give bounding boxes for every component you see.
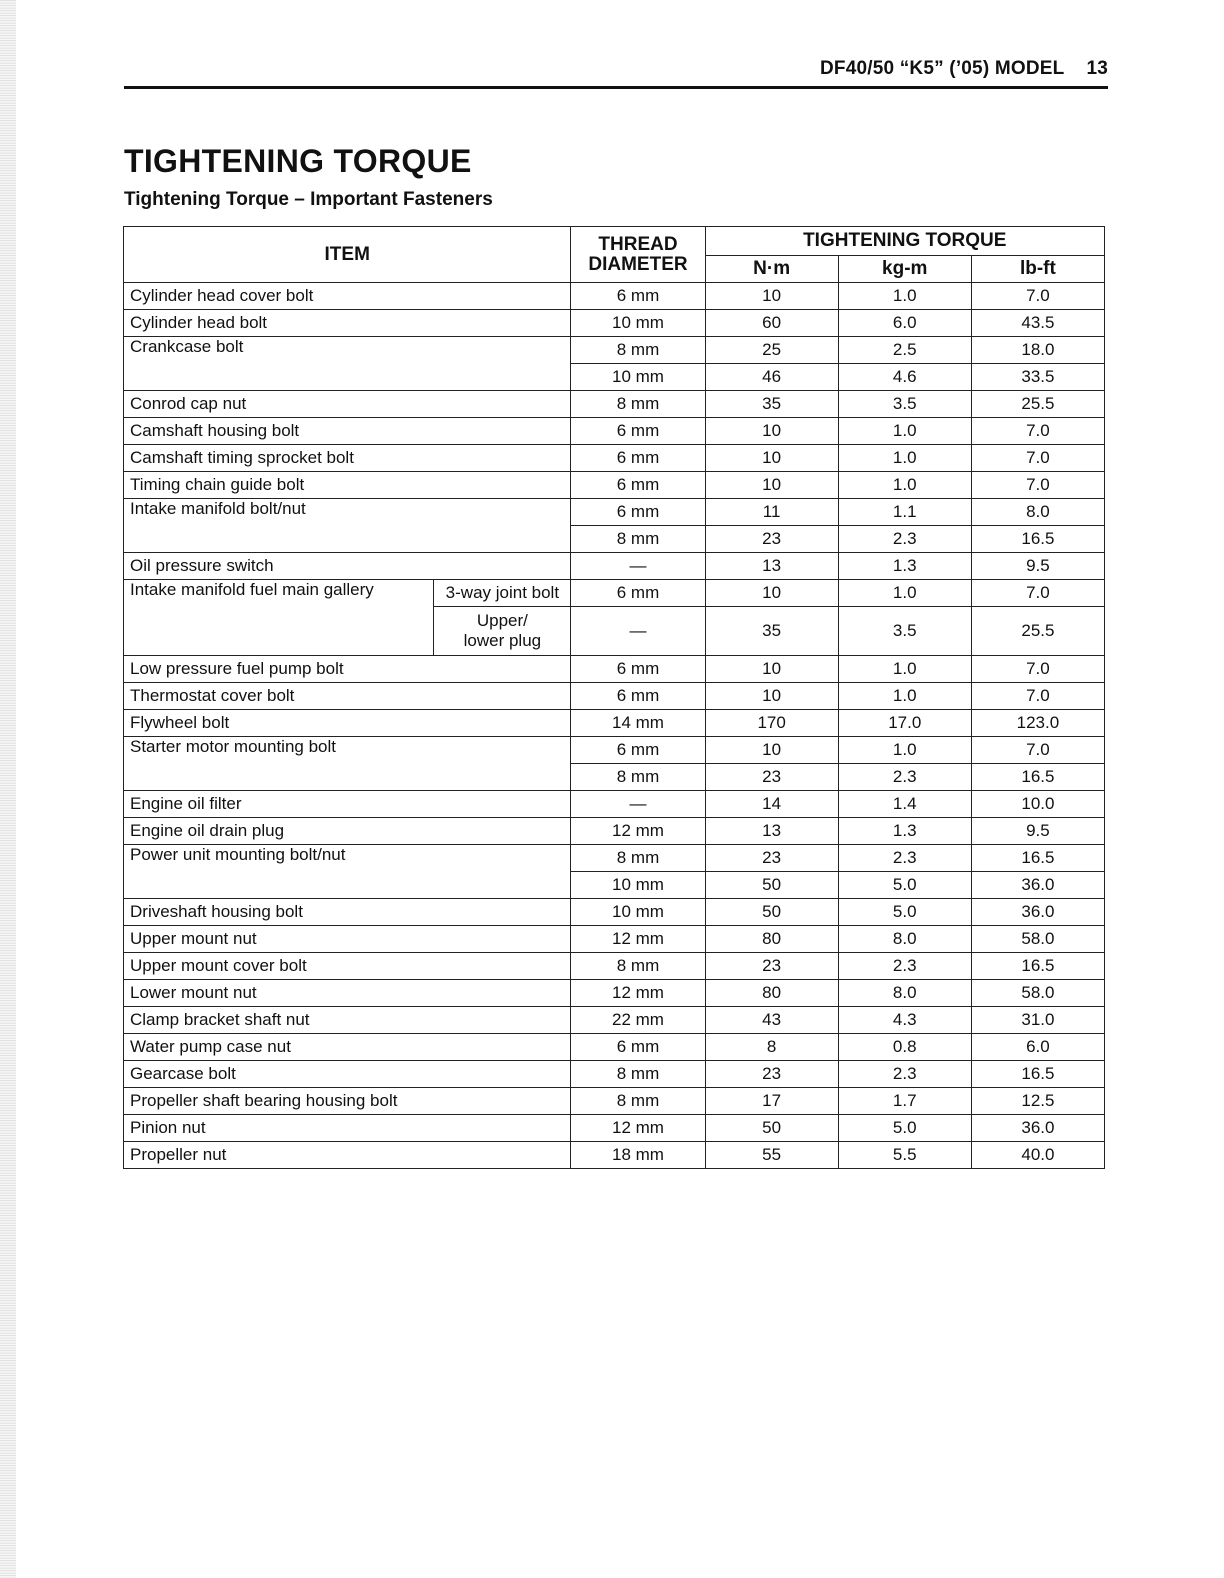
- cell-item: Driveshaft housing bolt: [124, 899, 571, 926]
- cell-kgm: 6.0: [838, 310, 971, 337]
- cell-nm: 43: [705, 1007, 838, 1034]
- cell-item: Intake manifold bolt/nut: [124, 499, 571, 553]
- table-row: [124, 1061, 1105, 1088]
- table-row: [124, 283, 1105, 310]
- cell-lbft: 58.0: [971, 980, 1104, 1007]
- cell-lbft: 36.0: [971, 872, 1104, 899]
- cell-lbft: 7.0: [971, 418, 1104, 445]
- cell-thread: 12 mm: [571, 926, 705, 953]
- cell-lbft: 6.0: [971, 1034, 1104, 1061]
- header-thread-line2: DIAMETER: [588, 253, 688, 275]
- cell-item: Engine oil filter: [124, 791, 571, 818]
- cell-lbft: 7.0: [971, 737, 1104, 764]
- table-row: [124, 980, 1105, 1007]
- cell-nm: 60: [705, 310, 838, 337]
- cell-nm: 10: [705, 472, 838, 499]
- table-row: [124, 418, 1105, 445]
- cell-item: Gearcase bolt: [124, 1061, 571, 1088]
- cell-item: Thermostat cover bolt: [124, 683, 571, 710]
- section-subtitle: Tightening Torque – Important Fasteners: [124, 189, 493, 210]
- cell-nm: 23: [705, 845, 838, 872]
- cell-item: Lower mount nut: [124, 980, 571, 1007]
- cell-item: Upper mount nut: [124, 926, 571, 953]
- table-row: [124, 845, 1105, 872]
- cell-lbft: 25.5: [971, 607, 1104, 656]
- cell-thread: 6 mm: [571, 472, 705, 499]
- cell-nm: 50: [705, 872, 838, 899]
- cell-kgm: 3.5: [838, 391, 971, 418]
- cell-kgm: 1.0: [838, 445, 971, 472]
- cell-nm: 10: [705, 418, 838, 445]
- cell-lbft: 7.0: [971, 283, 1104, 310]
- cell-lbft: 12.5: [971, 1088, 1104, 1115]
- cell-lbft: 16.5: [971, 1061, 1104, 1088]
- cell-kgm: 2.3: [838, 526, 971, 553]
- cell-lbft: 43.5: [971, 310, 1104, 337]
- table-row: [124, 1034, 1105, 1061]
- header-thread-line1: THREAD: [598, 233, 678, 255]
- cell-nm: 46: [705, 364, 838, 391]
- cell-lbft: 123.0: [971, 710, 1104, 737]
- cell-kgm: 3.5: [838, 607, 971, 656]
- cell-nm: 17: [705, 1088, 838, 1115]
- table-row: [124, 580, 1105, 607]
- cell-lbft: 7.0: [971, 580, 1104, 607]
- cell-lbft: 9.5: [971, 553, 1104, 580]
- table-row: [124, 499, 1105, 526]
- cell-lbft: 40.0: [971, 1142, 1104, 1169]
- cell-item: Engine oil drain plug: [124, 818, 571, 845]
- cell-kgm: 2.5: [838, 337, 971, 364]
- cell-item: Starter motor mounting bolt: [124, 737, 571, 791]
- table-row: [124, 445, 1105, 472]
- cell-nm: 80: [705, 980, 838, 1007]
- cell-thread: 6 mm: [571, 499, 705, 526]
- cell-kgm: 2.3: [838, 764, 971, 791]
- cell-nm: 170: [705, 710, 838, 737]
- scan-edge: [0, 0, 16, 1578]
- cell-item: Cylinder head cover bolt: [124, 283, 571, 310]
- table-row: [124, 1007, 1105, 1034]
- cell-thread: 8 mm: [571, 1088, 705, 1115]
- cell-subitem: [434, 607, 571, 656]
- cell-nm: 50: [705, 1115, 838, 1142]
- cell-item: Pinion nut: [124, 1115, 571, 1142]
- cell-lbft: 8.0: [971, 499, 1104, 526]
- table-row: [124, 791, 1105, 818]
- cell-nm: 23: [705, 953, 838, 980]
- cell-thread: 14 mm: [571, 710, 705, 737]
- table-row: [124, 953, 1105, 980]
- cell-thread: 12 mm: [571, 980, 705, 1007]
- cell-nm: 35: [705, 391, 838, 418]
- cell-kgm: 1.4: [838, 791, 971, 818]
- cell-kgm: 4.3: [838, 1007, 971, 1034]
- cell-thread: 8 mm: [571, 953, 705, 980]
- cell-thread: 8 mm: [571, 764, 705, 791]
- header-lbft: lb-ft: [971, 256, 1104, 283]
- torque-table: [123, 226, 1105, 1169]
- cell-lbft: 9.5: [971, 818, 1104, 845]
- cell-nm: 10: [705, 445, 838, 472]
- cell-item: Timing chain guide bolt: [124, 472, 571, 499]
- cell-thread: 6 mm: [571, 283, 705, 310]
- cell-nm: 14: [705, 791, 838, 818]
- cell-thread: —: [571, 791, 705, 818]
- cell-lbft: 18.0: [971, 337, 1104, 364]
- cell-kgm: 1.3: [838, 818, 971, 845]
- cell-kgm: 1.0: [838, 283, 971, 310]
- cell-nm: 23: [705, 764, 838, 791]
- cell-nm: 23: [705, 526, 838, 553]
- cell-item: Crankcase bolt: [124, 337, 571, 391]
- cell-thread: 8 mm: [571, 337, 705, 364]
- cell-kgm: 5.0: [838, 872, 971, 899]
- cell-lbft: 7.0: [971, 472, 1104, 499]
- cell-lbft: 25.5: [971, 391, 1104, 418]
- cell-thread: 8 mm: [571, 526, 705, 553]
- cell-thread: 10 mm: [571, 872, 705, 899]
- cell-thread: 18 mm: [571, 1142, 705, 1169]
- cell-thread: 10 mm: [571, 899, 705, 926]
- cell-item: Intake manifold fuel main gallery: [124, 580, 434, 656]
- cell-kgm: 1.0: [838, 656, 971, 683]
- cell-nm: 10: [705, 683, 838, 710]
- cell-item: Oil pressure switch: [124, 553, 571, 580]
- cell-lbft: 16.5: [971, 526, 1104, 553]
- cell-thread: —: [571, 607, 705, 656]
- cell-kgm: 1.3: [838, 553, 971, 580]
- cell-nm: 25: [705, 337, 838, 364]
- cell-kgm: 2.3: [838, 953, 971, 980]
- cell-nm: 13: [705, 818, 838, 845]
- cell-kgm: 4.6: [838, 364, 971, 391]
- cell-thread: 6 mm: [571, 683, 705, 710]
- cell-thread: 6 mm: [571, 656, 705, 683]
- cell-item: Clamp bracket shaft nut: [124, 1007, 571, 1034]
- table-row: [124, 818, 1105, 845]
- subitem-line1: Upper/: [476, 611, 528, 630]
- header-tightening-torque: TIGHTENING TORQUE: [705, 227, 1104, 256]
- cell-thread: 6 mm: [571, 445, 705, 472]
- cell-nm: 55: [705, 1142, 838, 1169]
- cell-item: Flywheel bolt: [124, 710, 571, 737]
- cell-lbft: 31.0: [971, 1007, 1104, 1034]
- table-row: [124, 391, 1105, 418]
- cell-nm: 10: [705, 283, 838, 310]
- cell-lbft: 33.5: [971, 364, 1104, 391]
- cell-item: Water pump case nut: [124, 1034, 571, 1061]
- cell-lbft: 7.0: [971, 656, 1104, 683]
- header-rule: [124, 86, 1108, 89]
- cell-nm: 35: [705, 607, 838, 656]
- cell-item: Camshaft housing bolt: [124, 418, 571, 445]
- header-item: ITEM: [124, 227, 571, 283]
- cell-kgm: 1.0: [838, 683, 971, 710]
- cell-nm: 23: [705, 1061, 838, 1088]
- cell-item: Low pressure fuel pump bolt: [124, 656, 571, 683]
- table-row: [124, 899, 1105, 926]
- cell-thread: 8 mm: [571, 845, 705, 872]
- cell-thread: 6 mm: [571, 580, 705, 607]
- page-number: 13: [1086, 58, 1108, 79]
- cell-thread: 8 mm: [571, 391, 705, 418]
- cell-lbft: 36.0: [971, 899, 1104, 926]
- table-header: [124, 227, 1105, 283]
- cell-lbft: 58.0: [971, 926, 1104, 953]
- cell-kgm: 2.3: [838, 1061, 971, 1088]
- cell-thread: 12 mm: [571, 1115, 705, 1142]
- table-body: [124, 283, 1105, 1169]
- cell-kgm: 8.0: [838, 980, 971, 1007]
- cell-nm: 10: [705, 580, 838, 607]
- table-row: [124, 710, 1105, 737]
- cell-nm: 11: [705, 499, 838, 526]
- cell-thread: 6 mm: [571, 1034, 705, 1061]
- cell-kgm: 1.0: [838, 418, 971, 445]
- cell-kgm: 5.0: [838, 899, 971, 926]
- page-title: TIGHTENING TORQUE: [124, 143, 472, 179]
- cell-nm: 10: [705, 656, 838, 683]
- header-nm: N·m: [705, 256, 838, 283]
- cell-kgm: 1.7: [838, 1088, 971, 1115]
- cell-kgm: 2.3: [838, 845, 971, 872]
- cell-lbft: 16.5: [971, 764, 1104, 791]
- table-row: [124, 472, 1105, 499]
- header-thread-diameter: [571, 227, 705, 283]
- cell-kgm: 17.0: [838, 710, 971, 737]
- cell-kgm: 1.1: [838, 499, 971, 526]
- subitem-line2: lower plug: [463, 631, 542, 650]
- cell-thread: 10 mm: [571, 364, 705, 391]
- cell-lbft: 36.0: [971, 1115, 1104, 1142]
- table-row: [124, 683, 1105, 710]
- cell-kgm: 8.0: [838, 926, 971, 953]
- cell-thread: 10 mm: [571, 310, 705, 337]
- cell-thread: 6 mm: [571, 418, 705, 445]
- cell-thread: 12 mm: [571, 818, 705, 845]
- cell-kgm: 5.5: [838, 1142, 971, 1169]
- cell-lbft: 7.0: [971, 445, 1104, 472]
- cell-kgm: 1.0: [838, 580, 971, 607]
- cell-thread: 22 mm: [571, 1007, 705, 1034]
- cell-nm: 8: [705, 1034, 838, 1061]
- table-row: [124, 337, 1105, 364]
- cell-item: Propeller nut: [124, 1142, 571, 1169]
- table-row: [124, 310, 1105, 337]
- table-row: [124, 1115, 1105, 1142]
- cell-kgm: 1.0: [838, 472, 971, 499]
- cell-kgm: 0.8: [838, 1034, 971, 1061]
- cell-thread: —: [571, 553, 705, 580]
- table-row: [124, 1142, 1105, 1169]
- cell-kgm: 5.0: [838, 1115, 971, 1142]
- model-name: DF40/50 “K5” (’05) MODEL: [819, 58, 1065, 79]
- cell-item: Power unit mounting bolt/nut: [124, 845, 571, 899]
- cell-item: Upper mount cover bolt: [124, 953, 571, 980]
- cell-item: Conrod cap nut: [124, 391, 571, 418]
- cell-nm: 80: [705, 926, 838, 953]
- cell-lbft: 7.0: [971, 683, 1104, 710]
- cell-kgm: 1.0: [838, 737, 971, 764]
- cell-thread: 8 mm: [571, 1061, 705, 1088]
- table-row: [124, 656, 1105, 683]
- cell-nm: 50: [705, 899, 838, 926]
- table-row: [124, 553, 1105, 580]
- header-kgm: kg-m: [838, 256, 971, 283]
- cell-lbft: 10.0: [971, 791, 1104, 818]
- cell-item: Camshaft timing sprocket bolt: [124, 445, 571, 472]
- cell-nm: 10: [705, 737, 838, 764]
- cell-item: Cylinder head bolt: [124, 310, 571, 337]
- cell-subitem: 3-way joint bolt: [434, 580, 571, 607]
- table-row: [124, 1088, 1105, 1115]
- cell-lbft: 16.5: [971, 845, 1104, 872]
- cell-thread: 6 mm: [571, 737, 705, 764]
- cell-item: Propeller shaft bearing housing bolt: [124, 1088, 571, 1115]
- cell-nm: 13: [705, 553, 838, 580]
- table-row: [124, 926, 1105, 953]
- cell-lbft: 16.5: [971, 953, 1104, 980]
- table-row: [124, 737, 1105, 764]
- page-header: [124, 58, 1108, 84]
